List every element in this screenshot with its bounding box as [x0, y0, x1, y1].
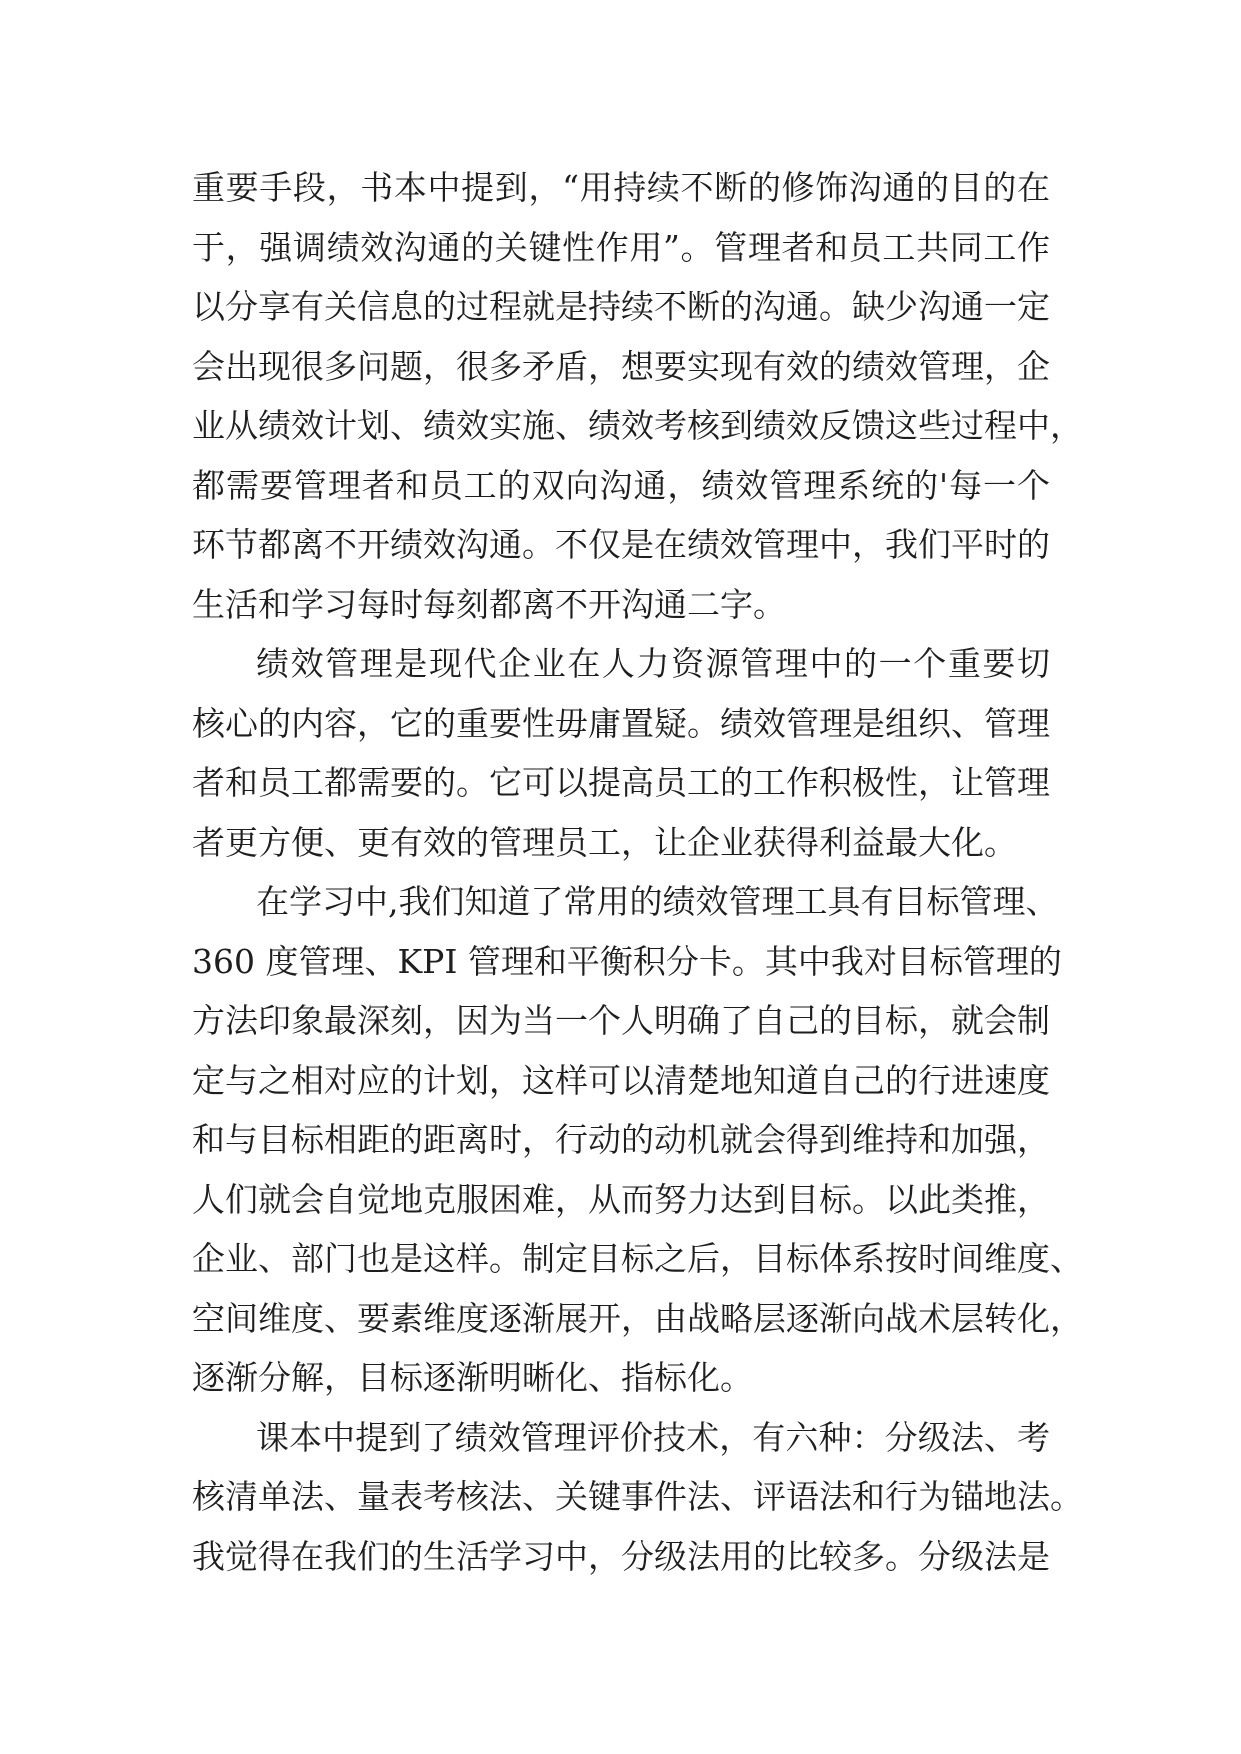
text-line: 我觉得在我们的生活学习中，分级法用的比较多。分级法是	[192, 1536, 1050, 1576]
text-line: 环节都离不开绩效沟通。不仅是在绩效管理中，我们平时的	[192, 525, 1050, 564]
text-line: 都需要管理者和员工的双向沟通，绩效管理系统的'每一个	[192, 465, 1050, 505]
text-line: 生活和学习每时每刻都离不开沟通二字。	[192, 584, 786, 624]
text-line: 人们就会自觉地克服困难，从而努力达到目标。以此类推，	[192, 1179, 1050, 1219]
text-line: 重要手段，书本中提到，“用持续不断的修饰沟通的目的在	[192, 168, 1050, 207]
text-line: 绩效管理是现代企业在人力资源管理中的一个重要切	[256, 644, 1050, 683]
document-body	[192, 158, 1083, 1586]
text-line: 和与目标相距的距离时，行动的动机就会得到维持和加强，	[192, 1120, 1050, 1159]
text-line: 企业、部门也是这样。制定目标之后，目标体系按时间维度、	[192, 1239, 1083, 1278]
text-line: 定与之相对应的计划，这样可以清楚地知道自己的行进速度	[192, 1060, 1050, 1100]
text-line: 者和员工都需要的。它可以提高员工的工作积极性，让管理	[192, 763, 1050, 802]
text-line: 者更方便、更有效的管理员工，让企业获得利益最大化。	[192, 822, 1017, 862]
text-line: 核心的内容，它的重要性毋庸置疑。绩效管理是组织、管理	[192, 703, 1050, 743]
paragraph-3	[192, 872, 1083, 1408]
text-line: 以分享有关信息的过程就是持续不断的沟通。缺少沟通一定	[192, 287, 1050, 326]
text-line: 会出现很多问题，很多矛盾，想要实现有效的绩效管理，企	[192, 346, 1050, 386]
paragraph-1	[192, 158, 1083, 634]
text-line: 核清单法、量表考核法、关键事件法、评语法和行为锚地法。	[192, 1477, 1083, 1516]
text-line: 在学习中,我们知道了常用的绩效管理工具有目标管理、	[256, 882, 1059, 921]
text-line: 方法印象最深刻，因为当一个人明确了自己的目标，就会制	[192, 1001, 1050, 1040]
text-line: 课本中提到了绩效管理评价技术，有六种：分级法、考	[256, 1417, 1050, 1457]
text-line: 空间维度、要素维度逐渐展开，由战略层逐渐向战术层转化，	[192, 1298, 1083, 1338]
paragraph-4	[192, 1408, 1083, 1587]
text-line: 于，强调绩效沟通的关键性作用”。管理者和员工共同工作	[192, 227, 1050, 267]
text-line: 业从绩效计划、绩效实施、绩效考核到绩效反馈这些过程中，	[192, 406, 1083, 445]
text-line: 逐渐分解，目标逐渐明晰化、指标化。	[192, 1358, 753, 1397]
paragraph-2	[192, 634, 1050, 872]
text-line: 360 度管理、KPI 管理和平衡积分卡。其中我对目标管理的	[192, 941, 1062, 981]
